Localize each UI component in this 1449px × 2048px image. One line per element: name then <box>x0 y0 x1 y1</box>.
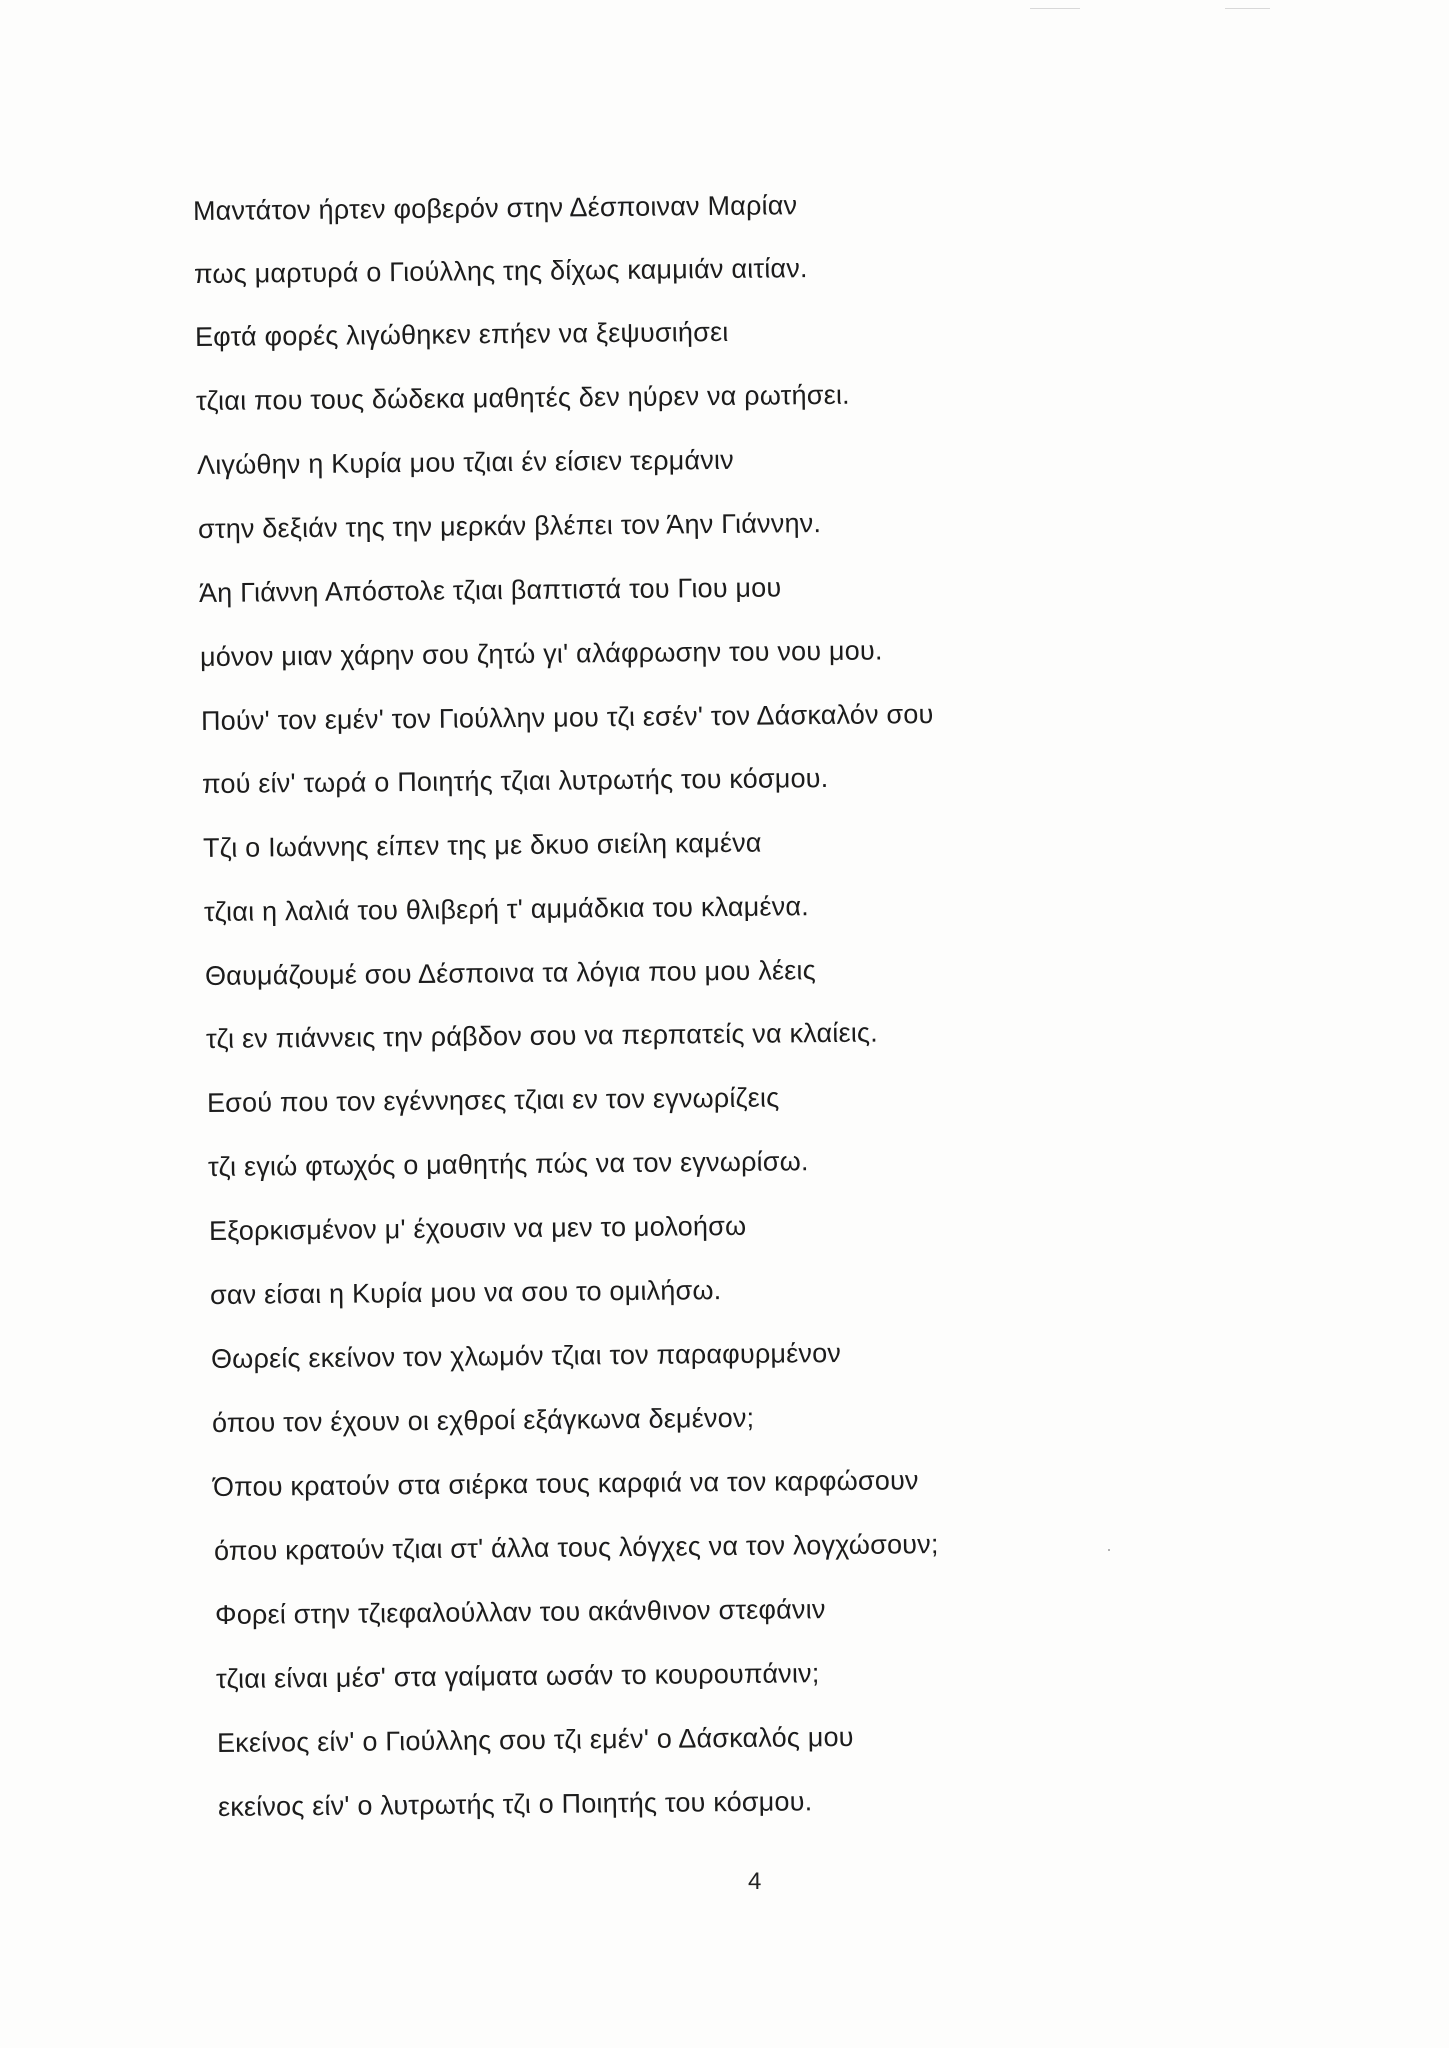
verse-line: Φορεί στην τζιεφαλούλλαν του ακάνθινον στεφάνιν <box>214 1594 826 1630</box>
verse-line: πού είν' τωρά ο Ποιητής τζιαι λυτρωτής του κόσμου. <box>201 762 829 799</box>
verse-line: Μαντάτον ήρτεν φοβερόν στην Δέσποιναν Μαρίαν <box>192 190 798 226</box>
verse-line: εκείνος είν' ο λυτρωτής τζι ο Ποιητής του κόσμου. <box>217 1786 813 1822</box>
verse-line: Λιγώθην η Κυρία μου τζιαι έν είσιεν τερμάνιν <box>196 444 734 480</box>
page-number: 4 <box>748 1868 762 1895</box>
verse-line: Θωρείς εκείνον τον χλωμόν τζιαι τον παραφυρμένον <box>210 1337 842 1374</box>
verse-line: τζι εν πιάννεις την ράβδον σου να περπατείς να κλαίεις. <box>205 1017 879 1054</box>
verse-line: Εφτά φορές λιγώθηκεν επήεν να ξεψυσιήσει <box>194 316 729 352</box>
verse-line: όπου τον έχουν οι εχθροί εξάγκωνα δεμένον; <box>211 1402 755 1438</box>
verse-line: Εξορκισμένον μ' έχουσιν να μεν το μολοήσω <box>208 1210 747 1246</box>
verse-line: τζιαι είναι μέσ' στα γαίματα ωσάν το κουρουπάνιν; <box>215 1658 820 1694</box>
verse-line: στην δεξιάν της την μερκάν βλέπει τον Άην Γιάννην. <box>197 508 822 544</box>
verse-line: Άη Γιάννη Απόστολε τζιαι βαπτιστά του Γιου μου <box>198 572 782 608</box>
verse-line: Όπου κρατούν στα σιέρκα τους καρφιά να τον καρφώσουν <box>212 1465 919 1502</box>
verse-line: Εσού που τον εγέννησες τζιαι εν τον εγνωρίζεις <box>206 1082 780 1118</box>
verse-line: Πούν' τον εμέν' τον Γιούλλην μου τζι εσέν' τον Δάσκαλόν σου <box>200 698 934 736</box>
verse-line: σαν είσαι η Κυρία μου να σου το ομιλήσω. <box>209 1275 722 1310</box>
verse-line: τζιαι η λαλιά του θλιβερή τ' αμμάδκια του κλαμένα. <box>203 891 810 927</box>
verse-line: τζι εγιώ φτωχός ο μαθητής πώς να τον εγνωρίσω. <box>207 1146 809 1182</box>
verse-line: Θαυμάζουμέ σου Δέσποινα τα λόγια που μου λέεις <box>204 955 816 991</box>
scan-speck <box>1108 1549 1110 1551</box>
verse-line: όπου κρατούν τζιαι στ' άλλα τους λόγχες να τον λογχώσουν; <box>213 1529 939 1566</box>
verse-line: πως μαρτυρά ο Γιούλλης της δίχως καμμιάν αιτίαν. <box>193 253 808 289</box>
verse-line: Τζι ο Ιωάννης είπεν της με δκυο σιείλη καμένα <box>202 827 762 863</box>
verse-line: Εκείνος είν' ο Γιούλλης σου τζι εμέν' ο Δάσκαλός μου <box>216 1721 854 1758</box>
verse-line: μόνον μιαν χάρην σου ζητώ γι' αλάφρωσην του νου μου. <box>199 635 883 672</box>
verse-line: τζιαι που τους δώδεκα μαθητές δεν ηύρεν να ρωτήσει. <box>195 379 850 416</box>
